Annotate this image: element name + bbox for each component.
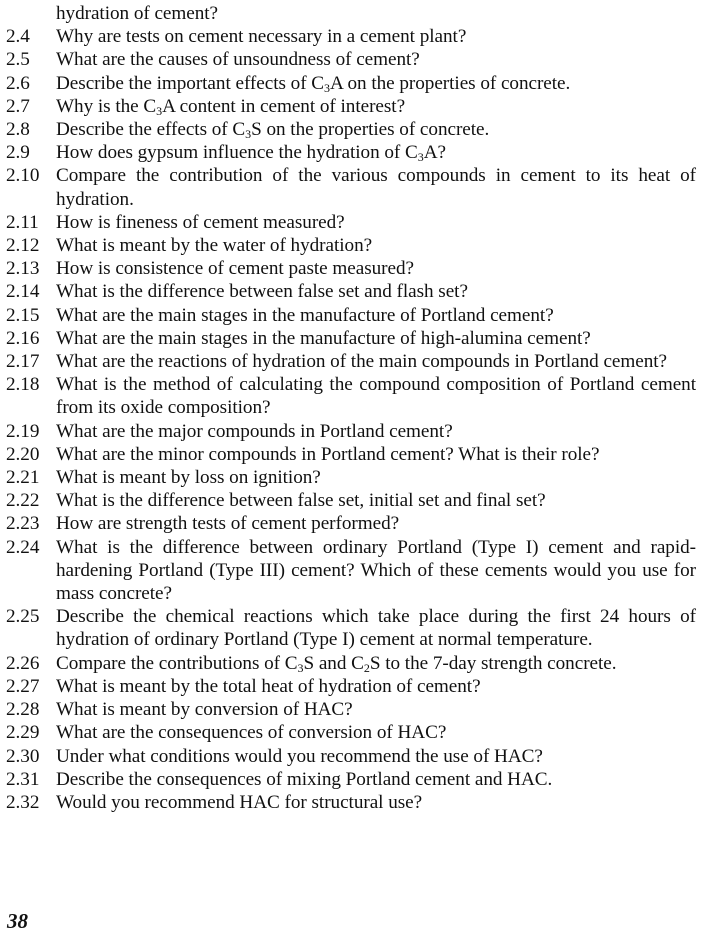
question-item xyxy=(6,536,696,606)
question-number: 2.30 xyxy=(6,745,40,767)
question-item xyxy=(6,118,696,141)
question-text: What are the consequences of conversion of HAC? xyxy=(56,722,447,744)
question-text: What are the minor compounds in Portland cement? What is their role? xyxy=(56,443,600,465)
question-number: 2.26 xyxy=(6,652,40,674)
question-text: Describe the chemical reactions which take place during the first 24 hours of hydration of ordinary Portland (Type I) cement at normal temperature. xyxy=(56,606,696,651)
question-number: 2.14 xyxy=(6,281,40,303)
question-number: 2.29 xyxy=(6,722,40,744)
question-text: What are the causes of unsoundness of cement? xyxy=(56,49,420,71)
question-text: What are the main stages in the manufacture of Portland cement? xyxy=(56,304,554,326)
question-number: 2.28 xyxy=(6,699,40,721)
question-number: 2.16 xyxy=(6,327,40,349)
question-item xyxy=(6,257,696,280)
question-number: 2.27 xyxy=(6,675,40,697)
question-item xyxy=(6,48,696,71)
question-item xyxy=(6,280,696,303)
question-text: How are strength tests of cement performed? xyxy=(56,513,400,535)
question-text: How is fineness of cement measured? xyxy=(56,211,345,233)
question-text: What are the major compounds in Portland cement? xyxy=(56,420,453,442)
question-number: 2.18 xyxy=(6,374,40,396)
question-item xyxy=(6,141,696,164)
question-number: 2.8 xyxy=(6,119,30,141)
question-number: 2.23 xyxy=(6,513,40,535)
question-text: What is meant by conversion of HAC? xyxy=(56,699,353,721)
question-text: What are the main stages in the manufacture of high-alumina cement? xyxy=(56,327,591,349)
question-item xyxy=(6,211,696,234)
question-number: 2.10 xyxy=(6,165,40,187)
question-number: 2.21 xyxy=(6,467,40,489)
question-number: 2.13 xyxy=(6,258,40,280)
question-list xyxy=(6,0,696,814)
question-text: How does gypsum influence the hydration of $C_3A$? xyxy=(56,142,446,165)
question-text: Would you recommend HAC for structural use? xyxy=(56,791,423,813)
question-item xyxy=(6,373,696,419)
question-item xyxy=(6,512,696,535)
question-number: 2.4 xyxy=(6,26,30,48)
question-number: 2.7 xyxy=(6,95,30,117)
question-number: 2.25 xyxy=(6,606,40,628)
question-number: 2.5 xyxy=(6,49,30,71)
question-text: What is the difference between false set and flash set? xyxy=(56,281,468,303)
question-text: Compare the contribution of the various compounds in cement to its heat of hydration. xyxy=(56,165,696,210)
question-number: 2.32 xyxy=(6,791,40,813)
question-number: 2.31 xyxy=(6,768,40,790)
question-number: 2.19 xyxy=(6,420,40,442)
question-text: Why is the $C_3A$ content in cement of interest? xyxy=(56,95,406,118)
question-number: 2.17 xyxy=(6,351,40,373)
question-item xyxy=(6,675,696,698)
question-item xyxy=(6,698,696,721)
question-item xyxy=(6,466,696,489)
question-text: Under what conditions would you recommend the use of HAC? xyxy=(56,745,543,767)
question-number: 2.11 xyxy=(6,211,39,233)
question-item xyxy=(6,489,696,512)
question-text: Describe the consequences of mixing Portland cement and HAC. xyxy=(56,768,553,790)
question-text: How is consistence of cement paste measured? xyxy=(56,258,414,280)
question-item xyxy=(6,304,696,327)
question-text: Compare the contributions of $C_3S$ and $C_2S$ to the 7-day strength concrete. xyxy=(56,652,617,675)
question-item xyxy=(6,2,696,25)
question-number: 2.24 xyxy=(6,536,40,558)
question-text: Describe the important effects of $C_3A$ on the properties of concrete. xyxy=(56,72,571,95)
question-text: What is the method of calculating the compound composition of Portland cement from its oxide composition? xyxy=(56,374,696,419)
question-item xyxy=(6,327,696,350)
question-text: What is meant by the total heat of hydration of cement? xyxy=(56,675,481,697)
question-text: What is meant by the water of hydration? xyxy=(56,235,373,257)
question-text: What are the reactions of hydration of the main compounds in Portland cement? xyxy=(56,351,668,373)
page-number: 38 xyxy=(7,909,28,933)
question-item xyxy=(6,721,696,744)
question-item xyxy=(6,25,696,48)
question-item xyxy=(6,420,696,443)
question-number: 2.6 xyxy=(6,72,30,94)
question-item xyxy=(6,768,696,791)
question-number: 2.20 xyxy=(6,443,40,465)
question-number: 2.22 xyxy=(6,490,40,512)
question-item xyxy=(6,164,696,210)
question-number: 2.15 xyxy=(6,304,40,326)
question-item xyxy=(6,350,696,373)
question-number: 2.9 xyxy=(6,142,30,164)
question-text: What is the difference between ordinary Portland (Type I) cement and rapid-hardening Portland (Type III) cement? Which of these cements would you use for mass concrete? xyxy=(56,536,696,605)
question-item xyxy=(6,605,696,651)
question-text: hydration of cement? xyxy=(56,3,219,24)
question-item xyxy=(6,95,696,118)
question-text: Describe the effects of $C_3S$ on the properties of concrete. xyxy=(56,119,490,142)
question-item xyxy=(6,745,696,768)
question-item xyxy=(6,234,696,257)
question-item xyxy=(6,652,696,675)
question-item xyxy=(6,791,696,814)
question-text: Why are tests on cement necessary in a cement plant? xyxy=(56,26,467,48)
question-number: 2.12 xyxy=(6,235,40,257)
question-item xyxy=(6,443,696,466)
question-item xyxy=(6,72,696,95)
question-text: What is the difference between false set, initial set and final set? xyxy=(56,490,546,512)
question-text: What is meant by loss on ignition? xyxy=(56,467,321,489)
